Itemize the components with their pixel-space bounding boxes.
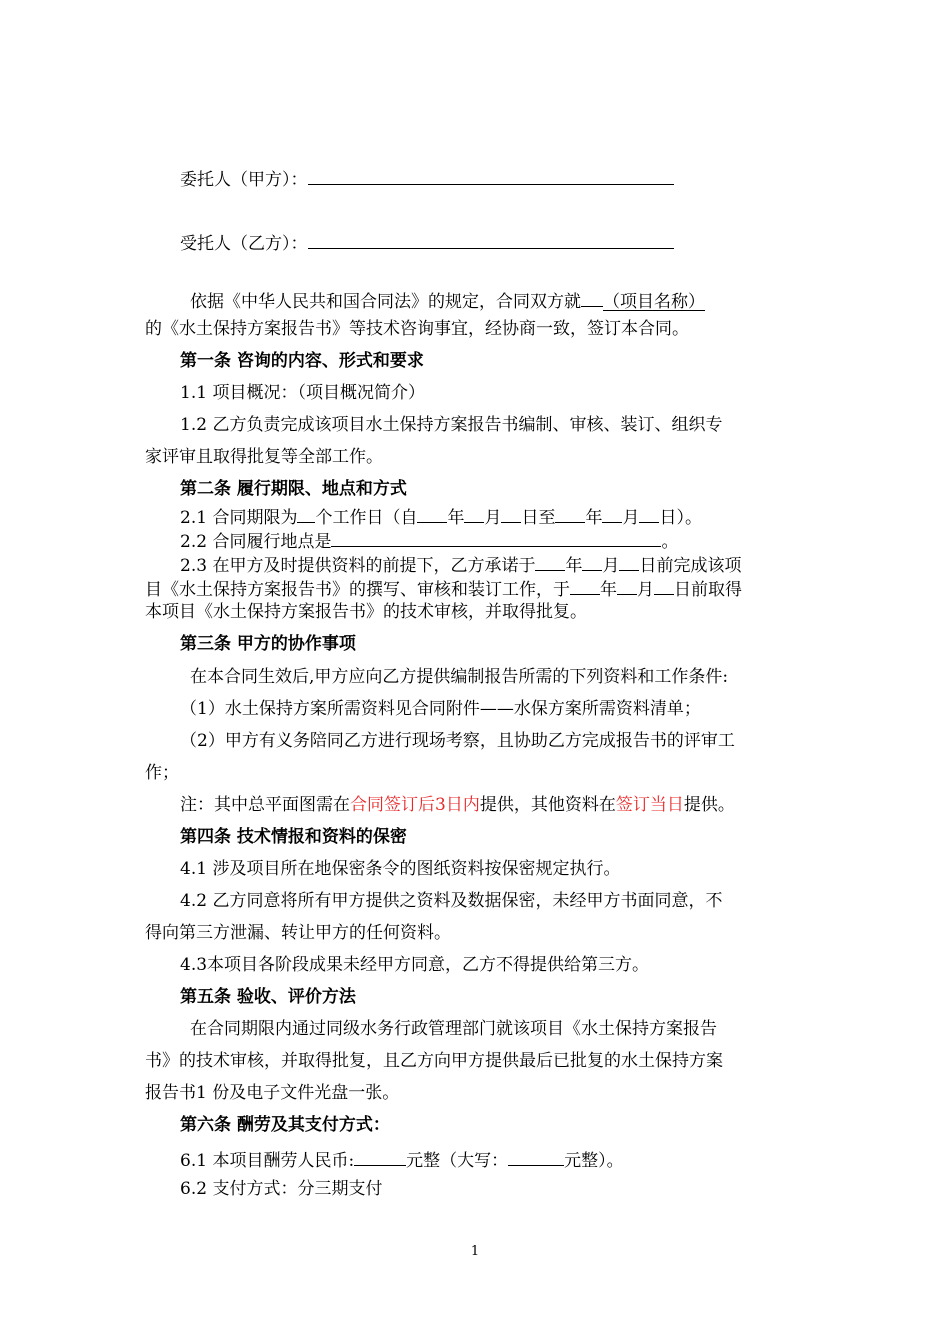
- text: 日: [521, 508, 539, 528]
- article-4-1: 4.1 涉及项目所在地保密条令的图纸资料按保密规定执行。: [180, 859, 621, 879]
- text: 2.3 在甲方及时提供资料的前提下，乙方承诺于: [180, 556, 536, 576]
- text: 年: [565, 556, 583, 576]
- text: 注：其中总平面图需在: [180, 795, 350, 815]
- text: 日: [659, 508, 677, 528]
- article-4-3: 4.3本项目各阶段成果未经甲方同意，乙方不得提供给第三方。: [180, 955, 650, 975]
- contractor-line: [180, 228, 674, 256]
- article-2-3-line-3: 本项目《水土保持方案报告书》的技术审核，并取得批复。: [145, 602, 587, 622]
- article-6-1: [180, 1145, 624, 1173]
- text: 年: [447, 508, 465, 528]
- article-3-note: [180, 793, 735, 817]
- blank: [654, 574, 674, 595]
- article-1-1: 1.1 项目概况：（项目概况简介）: [180, 383, 425, 403]
- client-line: [180, 164, 674, 192]
- page-number: 1: [470, 1244, 480, 1259]
- article-6-2: 6.2 支付方式：分三期支付: [180, 1179, 383, 1199]
- article-3-item-2-line-2: 作；: [145, 763, 179, 783]
- blank: [639, 502, 659, 523]
- article-1-2-line-1: 1.2 乙方负责完成该项目水土保持方案报告书编制、审核、装订、组织专: [180, 415, 723, 435]
- text: 年: [600, 580, 617, 600]
- article-3-title: 第三条 甲方的协作事项: [180, 634, 356, 654]
- client-label: 委托人（甲方）：: [180, 170, 308, 190]
- deadline-highlight: 合同签订后3日内: [350, 795, 480, 815]
- blank: [555, 502, 585, 523]
- article-1-2-line-2: 家评审且取得批复等全部工作。: [145, 447, 383, 467]
- text: 日前完成该项: [639, 556, 742, 576]
- text: 月: [622, 508, 640, 528]
- project-name-pad: [581, 286, 603, 307]
- text: 。: [661, 532, 679, 552]
- blank: [617, 574, 637, 595]
- blank: [582, 550, 602, 571]
- text: 日前取得: [674, 580, 742, 600]
- article-2-title: 第二条 履行期限、地点和方式: [180, 479, 407, 499]
- article-4-2-line-2: 得向第三方泄漏、转让甲方的任何资料。: [145, 923, 451, 943]
- text: 月: [484, 508, 502, 528]
- contractor-blank: [308, 228, 674, 249]
- text: 目《水土保持方案报告书》的撰写、审核和装订工作，于: [145, 580, 570, 600]
- blank: [570, 574, 600, 595]
- blank: [501, 502, 521, 523]
- intro-line-2: 的《水土保持方案报告书》等技术咨询事宜，经协商一致，签订本合同。: [145, 319, 689, 339]
- article-5-title: 第五条 验收、评价方法: [180, 987, 356, 1007]
- client-blank: [308, 164, 674, 185]
- same-day-highlight: 签订当日: [615, 795, 684, 815]
- text: 2.1 合同期限为: [180, 508, 298, 528]
- article-3-item-1: （1）水土保持方案所需资料见合同附件——水保方案所需资料清单；: [180, 699, 701, 719]
- article-1-title: 第一条 咨询的内容、形式和要求: [180, 351, 424, 371]
- article-4-title: 第四条 技术情报和资料的保密: [180, 827, 407, 847]
- text: 月: [602, 556, 620, 576]
- amount-blank: [354, 1145, 406, 1166]
- text: 提供，其他资料在: [479, 795, 616, 815]
- text: 元整（大写：: [406, 1151, 509, 1171]
- place-blank: [331, 526, 661, 547]
- project-name: （项目名称）: [603, 292, 705, 312]
- blank: [602, 502, 622, 523]
- blank: [417, 502, 447, 523]
- text: 2.2 合同履行地点是: [180, 532, 332, 552]
- text: 提供。: [683, 795, 735, 815]
- amount-words-blank: [508, 1145, 564, 1166]
- article-5-line-3: 报告书1 份及电子文件光盘一张。: [145, 1083, 400, 1103]
- article-2-3-line-2: [145, 574, 742, 602]
- blank: [619, 550, 639, 571]
- text: 元整）。: [564, 1151, 624, 1171]
- article-5-line-2: 书》的技术审核，并取得批复，且乙方向甲方提供最后已批复的水土保持方案: [145, 1051, 723, 1071]
- article-4-2-line-1: 4.2 乙方同意将所有甲方提供之资料及数据保密，未经甲方书面同意，不: [180, 891, 723, 911]
- intro-line-1: [190, 286, 705, 314]
- contractor-label: 受托人（乙方）：: [180, 234, 308, 254]
- text: 6.1 本项目酬劳人民币:: [180, 1151, 355, 1171]
- article-3-item-2-line-1: （2）甲方有义务陪同乙方进行现场考察，且协助乙方完成报告书的评审工: [180, 731, 735, 751]
- blank: [464, 502, 484, 523]
- article-3-intro: 在本合同生效后,甲方应向乙方提供编制报告所需的下列资料和工作条件:: [190, 667, 729, 687]
- blank: [297, 502, 315, 523]
- blank: [535, 550, 565, 571]
- text: 个工作日（自: [315, 508, 418, 528]
- intro-prefix: 依据《中华人民共和国合同法》的规定，合同双方就: [190, 292, 581, 312]
- text: 月: [637, 580, 654, 600]
- article-5-line-1: 在合同期限内通过同级水务行政管理部门就该项目《水土保持方案报告: [190, 1019, 717, 1039]
- text: ）。: [676, 508, 702, 528]
- text: 年: [585, 508, 603, 528]
- text: 至: [538, 508, 556, 528]
- article-6-title: 第六条 酬劳及其支付方式：: [180, 1115, 390, 1135]
